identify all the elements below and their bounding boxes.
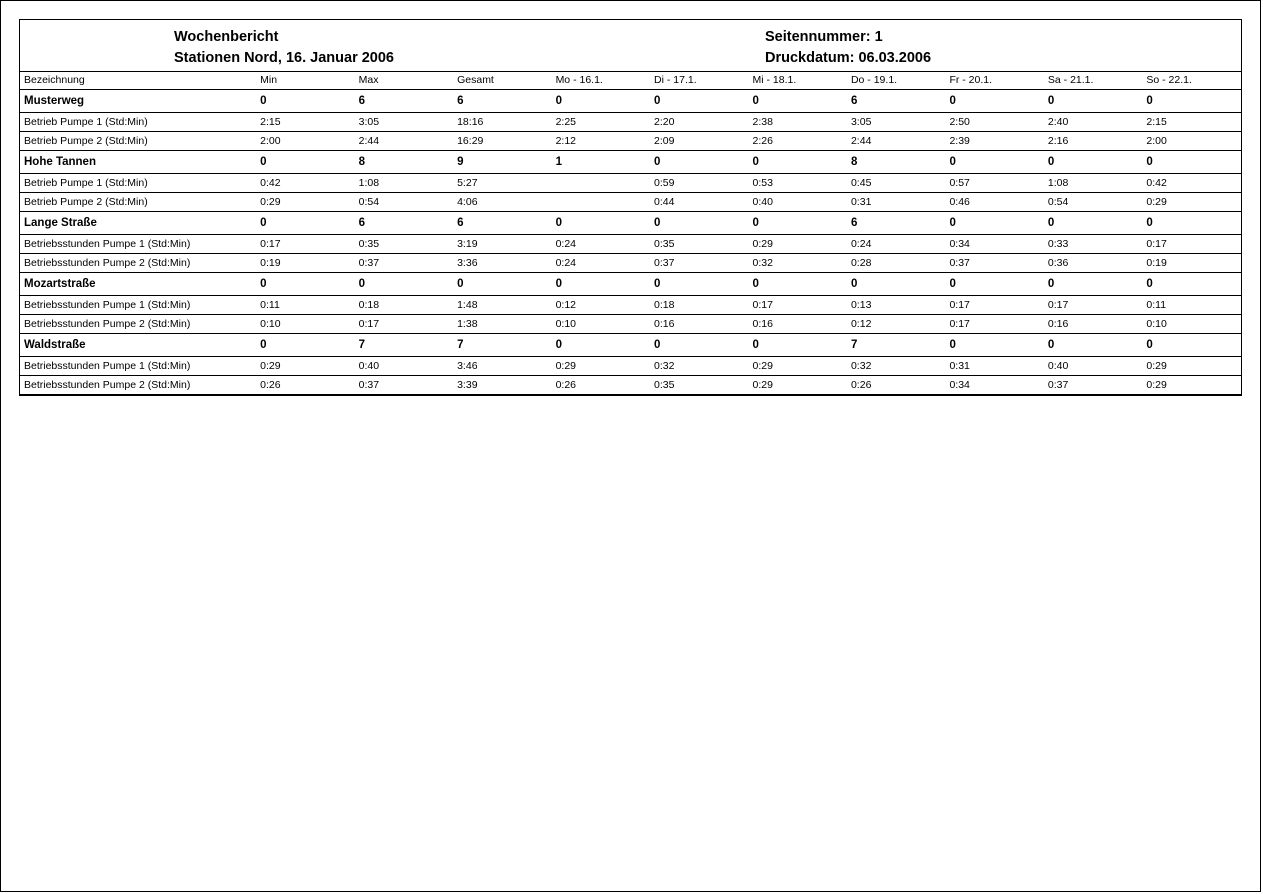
table-cell: 0 bbox=[650, 151, 748, 174]
table-row bbox=[20, 174, 1241, 193]
table-cell: 2:44 bbox=[355, 132, 453, 151]
table-cell: 0:10 bbox=[1142, 315, 1241, 334]
column-header: Bezeichnung bbox=[20, 72, 256, 90]
table-cell: 0:35 bbox=[650, 235, 748, 254]
table-cell: 0:29 bbox=[1142, 376, 1241, 395]
table-cell: 0:16 bbox=[650, 315, 748, 334]
table-cell: 0:16 bbox=[749, 315, 847, 334]
table-cell: 0 bbox=[945, 273, 1043, 296]
table-cell: 0 bbox=[1142, 273, 1241, 296]
station-name: Musterweg bbox=[20, 90, 256, 113]
table-cell: 0:24 bbox=[847, 235, 945, 254]
table-cell: 0:29 bbox=[1142, 193, 1241, 212]
table-cell: 3:19 bbox=[453, 235, 551, 254]
report-table bbox=[20, 72, 1241, 395]
table-cell: 6 bbox=[847, 212, 945, 235]
table-cell: 2:00 bbox=[256, 132, 354, 151]
table-cell: 0 bbox=[1044, 151, 1142, 174]
column-header: Min bbox=[256, 72, 354, 90]
table-cell: 4:06 bbox=[453, 193, 551, 212]
table-group-row bbox=[20, 151, 1241, 174]
table-cell: 0:37 bbox=[355, 376, 453, 395]
table-cell: 1:48 bbox=[453, 296, 551, 315]
table-cell: 2:15 bbox=[1142, 113, 1241, 132]
report-table-body bbox=[20, 72, 1241, 395]
table-cell: 0:17 bbox=[1142, 235, 1241, 254]
table-cell: 0:33 bbox=[1044, 235, 1142, 254]
table-row bbox=[20, 132, 1241, 151]
table-cell: 1:08 bbox=[1044, 174, 1142, 193]
column-header: Max bbox=[355, 72, 453, 90]
table-cell: 0:10 bbox=[256, 315, 354, 334]
table-cell: 0:11 bbox=[1142, 296, 1241, 315]
table-cell: 0 bbox=[552, 90, 650, 113]
column-header: So - 22.1. bbox=[1142, 72, 1241, 90]
table-cell: 3:39 bbox=[453, 376, 551, 395]
table-cell: 7 bbox=[847, 334, 945, 357]
table-row bbox=[20, 193, 1241, 212]
table-cell: 16:29 bbox=[453, 132, 551, 151]
table-row bbox=[20, 235, 1241, 254]
table-cell: 0:31 bbox=[847, 193, 945, 212]
station-name: Waldstraße bbox=[20, 334, 256, 357]
table-cell: 0:16 bbox=[1044, 315, 1142, 334]
table-cell: 0:32 bbox=[650, 357, 748, 376]
table-cell: 0:40 bbox=[355, 357, 453, 376]
table-cell: 0:12 bbox=[847, 315, 945, 334]
table-cell: 0 bbox=[945, 90, 1043, 113]
table-cell: 2:38 bbox=[749, 113, 847, 132]
table-cell: 2:00 bbox=[1142, 132, 1241, 151]
table-row bbox=[20, 315, 1241, 334]
table-cell: 2:20 bbox=[650, 113, 748, 132]
table-cell: 0:37 bbox=[355, 254, 453, 273]
table-cell: 3:36 bbox=[453, 254, 551, 273]
table-cell: 2:39 bbox=[945, 132, 1043, 151]
table-cell: 0:29 bbox=[1142, 357, 1241, 376]
table-cell: 6 bbox=[355, 212, 453, 235]
row-label: Betrieb Pumpe 2 (Std:Min) bbox=[20, 193, 256, 212]
table-cell: 0 bbox=[749, 90, 847, 113]
table-cell: 2:44 bbox=[847, 132, 945, 151]
table-cell: 0:18 bbox=[650, 296, 748, 315]
table-cell: 2:15 bbox=[256, 113, 354, 132]
column-header: Do - 19.1. bbox=[847, 72, 945, 90]
report-meta-block bbox=[765, 27, 931, 69]
table-cell: 0:26 bbox=[256, 376, 354, 395]
table-cell: 2:12 bbox=[552, 132, 650, 151]
table-cell: 5:27 bbox=[453, 174, 551, 193]
table-cell: 0 bbox=[1044, 334, 1142, 357]
table-cell: 0 bbox=[1044, 90, 1142, 113]
table-cell: 0 bbox=[749, 151, 847, 174]
row-label: Betriebsstunden Pumpe 2 (Std:Min) bbox=[20, 376, 256, 395]
table-cell: 0:35 bbox=[355, 235, 453, 254]
column-header: Sa - 21.1. bbox=[1044, 72, 1142, 90]
table-group-row bbox=[20, 273, 1241, 296]
row-label: Betrieb Pumpe 1 (Std:Min) bbox=[20, 113, 256, 132]
table-cell: 0:10 bbox=[552, 315, 650, 334]
column-header: Mi - 18.1. bbox=[749, 72, 847, 90]
page-title: Wochenbericht bbox=[174, 29, 279, 45]
table-cell: 8 bbox=[847, 151, 945, 174]
table-cell: 0 bbox=[256, 151, 354, 174]
table-cell: 9 bbox=[453, 151, 551, 174]
table-cell: 7 bbox=[355, 334, 453, 357]
table-cell: 0 bbox=[552, 212, 650, 235]
table-cell: 18:16 bbox=[453, 113, 551, 132]
table-cell: 0 bbox=[453, 273, 551, 296]
print-date-label: Druckdatum: 06.03.2006 bbox=[765, 50, 932, 66]
report-header bbox=[20, 20, 1241, 72]
table-cell: 0:45 bbox=[847, 174, 945, 193]
table-cell: 0:26 bbox=[552, 376, 650, 395]
table-cell: 0:34 bbox=[945, 376, 1043, 395]
table-cell: 0:17 bbox=[1044, 296, 1142, 315]
table-cell: 0:17 bbox=[355, 315, 453, 334]
row-label: Betriebsstunden Pumpe 2 (Std:Min) bbox=[20, 315, 256, 334]
table-cell: 2:50 bbox=[945, 113, 1043, 132]
table-cell: 0:40 bbox=[749, 193, 847, 212]
table-cell: 0 bbox=[256, 334, 354, 357]
station-name: Hohe Tannen bbox=[20, 151, 256, 174]
table-cell: 2:40 bbox=[1044, 113, 1142, 132]
row-label: Betriebsstunden Pumpe 1 (Std:Min) bbox=[20, 357, 256, 376]
row-label: Betriebsstunden Pumpe 1 (Std:Min) bbox=[20, 235, 256, 254]
column-header: Gesamt bbox=[453, 72, 551, 90]
table-cell: 0:19 bbox=[1142, 254, 1241, 273]
table-cell: 0 bbox=[1044, 212, 1142, 235]
station-name: Lange Straße bbox=[20, 212, 256, 235]
column-header: Mo - 16.1. bbox=[552, 72, 650, 90]
table-cell bbox=[552, 193, 650, 212]
table-cell: 3:05 bbox=[847, 113, 945, 132]
table-cell: 0:29 bbox=[256, 357, 354, 376]
table-cell: 0:54 bbox=[1044, 193, 1142, 212]
table-cell: 0:37 bbox=[945, 254, 1043, 273]
table-cell: 1 bbox=[552, 151, 650, 174]
table-cell: 0 bbox=[1142, 334, 1241, 357]
table-cell: 1:08 bbox=[355, 174, 453, 193]
table-cell: 0:26 bbox=[847, 376, 945, 395]
page-number-label: Seitennummer: 1 bbox=[765, 29, 883, 45]
table-cell: 0:13 bbox=[847, 296, 945, 315]
table-cell: 0:29 bbox=[749, 235, 847, 254]
table-cell: 0:18 bbox=[355, 296, 453, 315]
table-header-row bbox=[20, 72, 1241, 90]
table-cell: 1:38 bbox=[453, 315, 551, 334]
table-cell: 8 bbox=[355, 151, 453, 174]
table-cell: 0:19 bbox=[256, 254, 354, 273]
table-cell: 0 bbox=[256, 90, 354, 113]
table-cell: 0:37 bbox=[1044, 376, 1142, 395]
table-cell: 0 bbox=[1044, 273, 1142, 296]
table-cell: 3:46 bbox=[453, 357, 551, 376]
table-cell: 0 bbox=[552, 334, 650, 357]
table-cell: 2:16 bbox=[1044, 132, 1142, 151]
table-cell: 0:31 bbox=[945, 357, 1043, 376]
table-cell: 7 bbox=[453, 334, 551, 357]
station-name: Mozartstraße bbox=[20, 273, 256, 296]
table-cell: 0 bbox=[256, 273, 354, 296]
table-cell: 6 bbox=[453, 90, 551, 113]
table-cell: 0:36 bbox=[1044, 254, 1142, 273]
table-cell: 0 bbox=[1142, 151, 1241, 174]
table-cell: 6 bbox=[453, 212, 551, 235]
table-cell: 0 bbox=[650, 334, 748, 357]
table-cell: 0 bbox=[650, 90, 748, 113]
table-cell: 0:29 bbox=[749, 357, 847, 376]
table-cell: 0 bbox=[1142, 90, 1241, 113]
table-cell: 0:37 bbox=[650, 254, 748, 273]
table-cell: 0:42 bbox=[256, 174, 354, 193]
table-group-row bbox=[20, 90, 1241, 113]
table-cell: 0:24 bbox=[552, 254, 650, 273]
table-cell: 2:09 bbox=[650, 132, 748, 151]
column-header: Fr - 20.1. bbox=[945, 72, 1043, 90]
table-cell: 0 bbox=[749, 212, 847, 235]
table-cell: 0:40 bbox=[1044, 357, 1142, 376]
table-cell: 0 bbox=[749, 273, 847, 296]
column-header: Di - 17.1. bbox=[650, 72, 748, 90]
report-subtitle: Stationen Nord, 16. Januar 2006 bbox=[174, 50, 394, 66]
table-cell: 0:57 bbox=[945, 174, 1043, 193]
table-cell: 0 bbox=[847, 273, 945, 296]
table-cell: 0 bbox=[256, 212, 354, 235]
table-cell bbox=[552, 174, 650, 193]
table-cell: 6 bbox=[847, 90, 945, 113]
table-row bbox=[20, 113, 1241, 132]
table-cell: 0:12 bbox=[552, 296, 650, 315]
table-group-row bbox=[20, 212, 1241, 235]
table-cell: 0:46 bbox=[945, 193, 1043, 212]
report-title-block bbox=[174, 27, 394, 69]
table-cell: 2:25 bbox=[552, 113, 650, 132]
table-cell: 0:29 bbox=[552, 357, 650, 376]
report-container bbox=[19, 19, 1242, 396]
table-cell: 6 bbox=[355, 90, 453, 113]
table-cell: 0:17 bbox=[256, 235, 354, 254]
table-cell: 0 bbox=[650, 273, 748, 296]
table-row bbox=[20, 254, 1241, 273]
table-cell: 0:54 bbox=[355, 193, 453, 212]
table-cell: 0:17 bbox=[945, 315, 1043, 334]
row-label: Betrieb Pumpe 2 (Std:Min) bbox=[20, 132, 256, 151]
table-cell: 0 bbox=[749, 334, 847, 357]
table-cell: 0:34 bbox=[945, 235, 1043, 254]
table-row bbox=[20, 357, 1241, 376]
row-label: Betrieb Pumpe 1 (Std:Min) bbox=[20, 174, 256, 193]
table-cell: 0:17 bbox=[749, 296, 847, 315]
table-row bbox=[20, 296, 1241, 315]
row-label: Betriebsstunden Pumpe 2 (Std:Min) bbox=[20, 254, 256, 273]
table-cell: 0:17 bbox=[945, 296, 1043, 315]
table-cell: 0 bbox=[945, 212, 1043, 235]
table-cell: 0 bbox=[552, 273, 650, 296]
table-cell: 0:32 bbox=[749, 254, 847, 273]
table-cell: 0 bbox=[945, 151, 1043, 174]
table-cell: 0:59 bbox=[650, 174, 748, 193]
table-cell: 0 bbox=[650, 212, 748, 235]
table-cell: 2:26 bbox=[749, 132, 847, 151]
table-cell: 0:29 bbox=[749, 376, 847, 395]
table-group-row bbox=[20, 334, 1241, 357]
table-cell: 0 bbox=[945, 334, 1043, 357]
row-label: Betriebsstunden Pumpe 1 (Std:Min) bbox=[20, 296, 256, 315]
table-cell: 3:05 bbox=[355, 113, 453, 132]
table-cell: 0:44 bbox=[650, 193, 748, 212]
table-cell: 0:35 bbox=[650, 376, 748, 395]
table-cell: 0 bbox=[355, 273, 453, 296]
table-cell: 0:11 bbox=[256, 296, 354, 315]
table-cell: 0 bbox=[1142, 212, 1241, 235]
table-cell: 0:53 bbox=[749, 174, 847, 193]
table-cell: 0:32 bbox=[847, 357, 945, 376]
table-cell: 0:29 bbox=[256, 193, 354, 212]
table-cell: 0:42 bbox=[1142, 174, 1241, 193]
table-cell: 0:24 bbox=[552, 235, 650, 254]
table-row bbox=[20, 376, 1241, 395]
table-cell: 0:28 bbox=[847, 254, 945, 273]
